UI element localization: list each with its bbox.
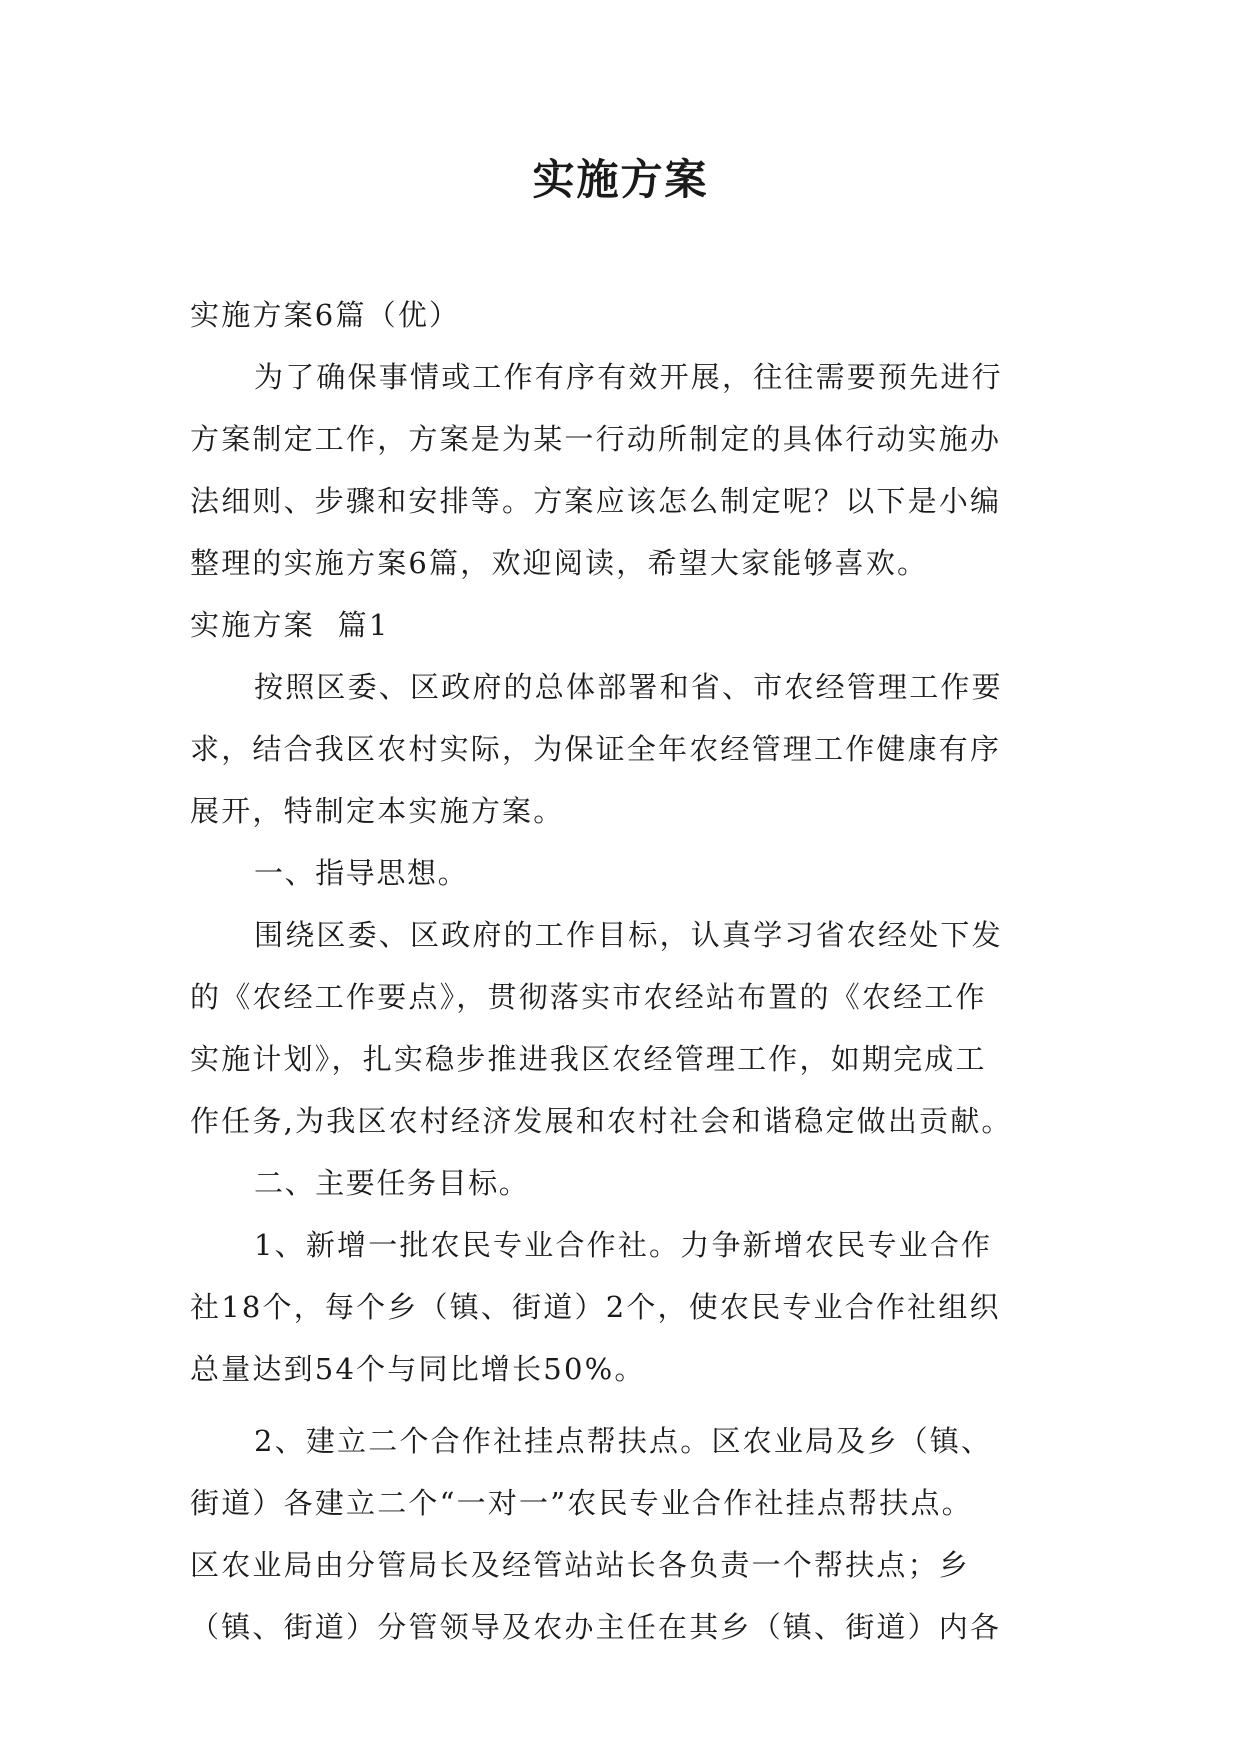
paragraph-line: 展开，特制定本实施方案。 xyxy=(190,794,565,828)
paragraph-line: 围绕区委、区政府的工作目标，认真学习省农经处下发 xyxy=(254,918,1003,952)
paragraph-line: 为了确保事情或工作有序有效开展，往往需要预先进行 xyxy=(254,360,1003,394)
paragraph-line: 方案制定工作，方案是为某一行动所制定的具体行动实施办 xyxy=(190,422,1002,456)
document-title: 实施方案 xyxy=(532,155,709,204)
paragraph-line: 的《农经工作要点》，贯彻落实市农经站布置的《农经工作 xyxy=(190,980,987,1014)
subheading-guiding-thought: 一、指导思想。 xyxy=(254,856,469,890)
paragraph-line: 区农业局由分管局长及经管站站长各负责一个帮扶点；乡 xyxy=(190,1548,971,1582)
paragraph-line: 社18个，每个乡（镇、街道）2个，使农民专业合作社组织 xyxy=(190,1290,1001,1324)
paragraph-line: 1、新增一批农民专业合作社。力争新增农民专业合作 xyxy=(254,1228,993,1262)
paragraph-line: 总量达到54个与同比增长50%。 xyxy=(190,1352,646,1386)
paragraph-line: 实施计划》，扎实稳步推进我区农经管理工作，如期完成工 xyxy=(190,1042,987,1076)
paragraph-line: 求，结合我区农村实际，为保证全年农经管理工作健康有序 xyxy=(190,732,1002,766)
document-body xyxy=(190,284,1050,1658)
paragraph-line: 按照区委、区政府的总体部署和省、市农经管理工作要 xyxy=(254,670,1003,704)
paragraph-line: 街道）各建立二个“一对一”农民专业合作社挂点帮扶点。 xyxy=(190,1486,973,1520)
subtitle-line: 实施方案6篇（优） xyxy=(190,298,461,332)
paragraph-line: 整理的实施方案6篇，欢迎阅读，希望大家能够喜欢。 xyxy=(190,546,929,580)
section-heading: 实施方案 篇1 xyxy=(190,608,390,642)
paragraph-line: 法细则、步骤和安排等。方案应该怎么制定呢？以下是小编 xyxy=(190,484,1002,518)
paragraph-line: 作任务,为我区农村经济发展和农村社会和谐稳定做出贡献。 xyxy=(190,1104,1013,1138)
paragraph-line: 2、建立二个合作社挂点帮扶点。区农业局及乡（镇、 xyxy=(254,1424,993,1458)
subheading-main-tasks: 二、主要任务目标。 xyxy=(254,1166,530,1200)
paragraph-line: （镇、街道）分管领导及农办主任在其乡（镇、街道）内各 xyxy=(190,1610,1002,1644)
